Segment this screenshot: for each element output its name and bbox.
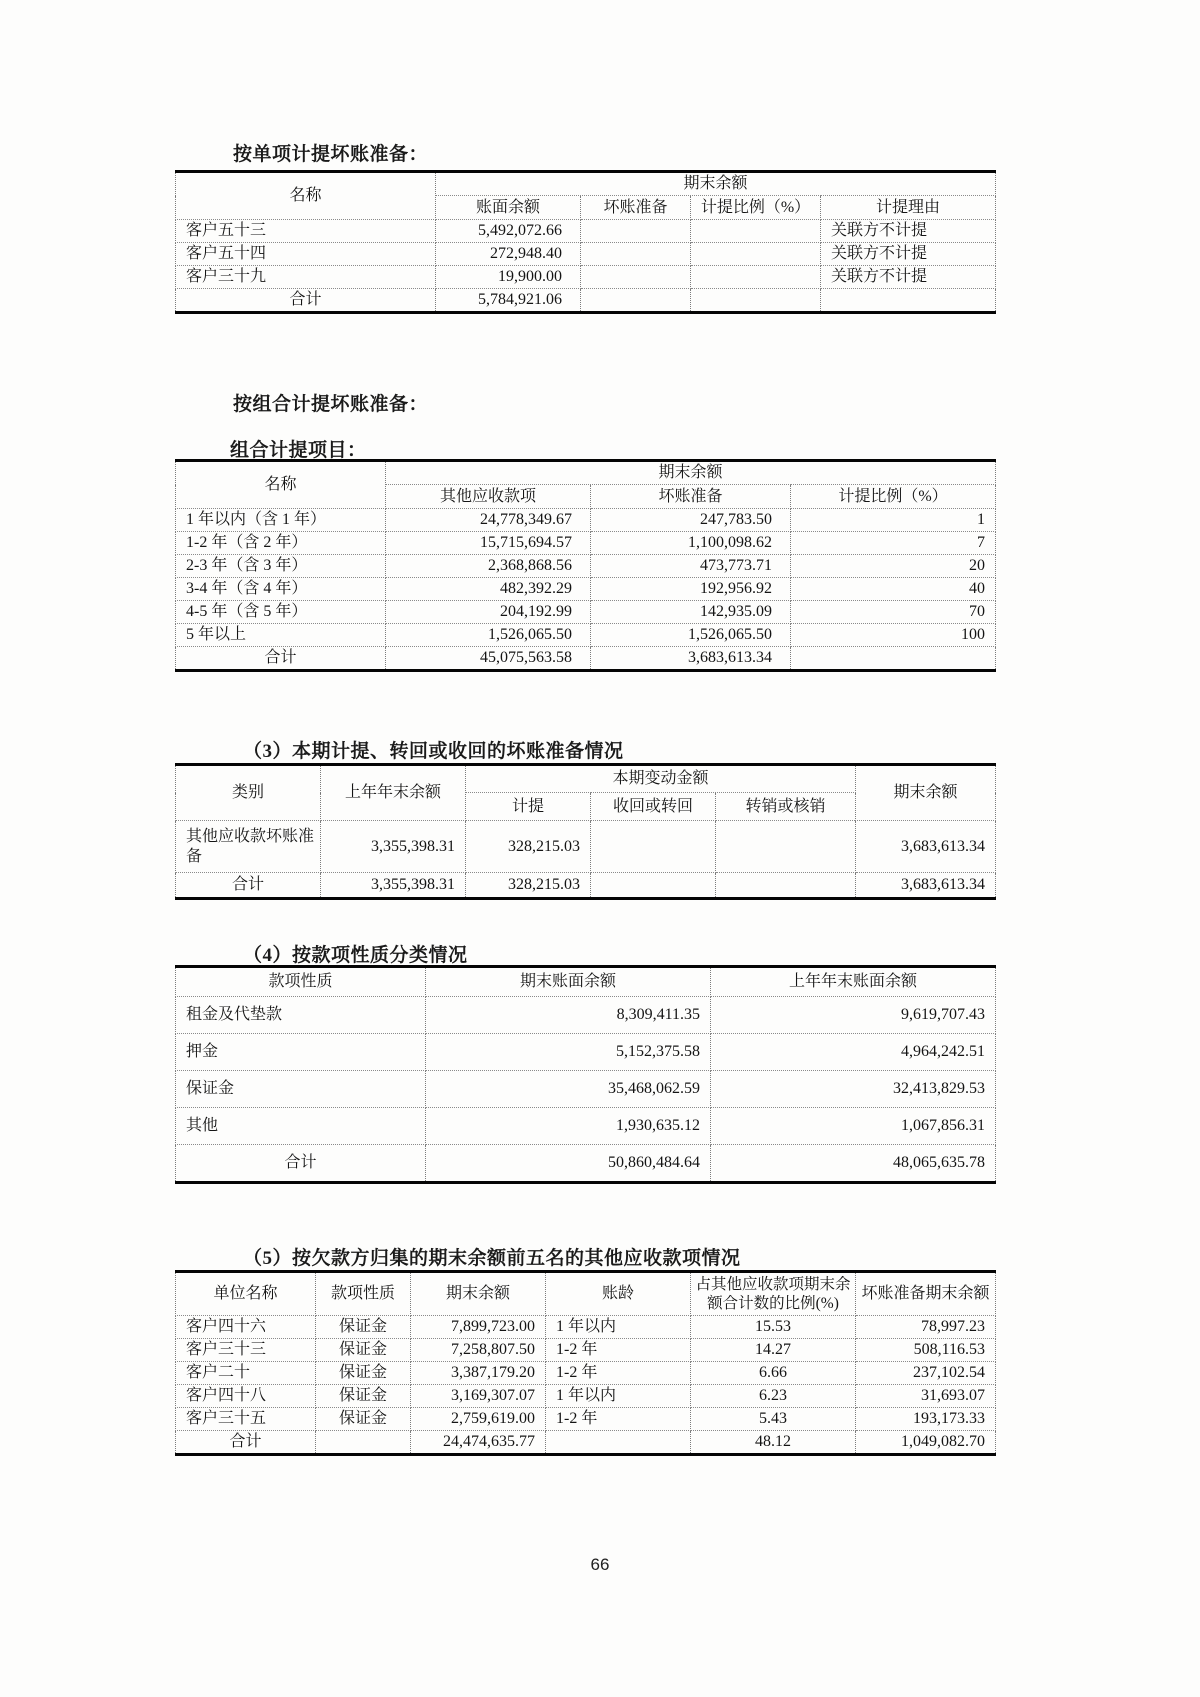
cell-value: 3,355,398.31 <box>321 821 466 873</box>
cell-aging: 1-2 年（含 2 年） <box>176 532 386 555</box>
group-header-period-change: 本期变动金额 <box>466 765 856 793</box>
cell-aging: 1 年以内 <box>546 1316 691 1339</box>
cell-value <box>821 289 996 313</box>
total-row <box>176 1145 996 1183</box>
cell-value: 3,683,613.34 <box>591 647 791 671</box>
col-header-prev-year-balance: 上年年末余额 <box>321 765 466 821</box>
cell-value <box>581 266 691 289</box>
cell-value: 15,715,694.57 <box>386 532 591 555</box>
section2-title: 按组合计提坏账准备： <box>233 394 429 415</box>
cell-aging: 2-3 年（含 3 年） <box>176 555 386 578</box>
cell-value: 3,683,613.34 <box>856 821 996 873</box>
cell-entity: 客户三十三 <box>176 1339 316 1362</box>
table-row <box>176 624 996 647</box>
cell-value: 1,526,065.50 <box>591 624 791 647</box>
table-row <box>176 509 996 532</box>
cell-aging: 1-2 年 <box>546 1339 691 1362</box>
col-header-entity-name: 单位名称 <box>176 1272 316 1316</box>
section4-title: （4）按款项性质分类情况 <box>243 945 468 966</box>
provision-movement-table <box>175 763 996 900</box>
cell-value <box>716 873 856 899</box>
cell-value: 7,258,807.50 <box>411 1339 546 1362</box>
total-row <box>176 289 996 313</box>
cell-nature: 保证金 <box>176 1071 426 1108</box>
cell-value: 482,392.29 <box>386 578 591 601</box>
cell-name: 客户五十三 <box>176 220 436 243</box>
cell-total-label: 合计 <box>176 873 321 899</box>
table-row <box>176 1316 996 1339</box>
cell-value: 2,759,619.00 <box>411 1408 546 1431</box>
cell-value: 1,100,098.62 <box>591 532 791 555</box>
cell-nature <box>316 1431 411 1455</box>
cell-entity: 客户三十五 <box>176 1408 316 1431</box>
cell-nature: 其他 <box>176 1108 426 1145</box>
cell-value <box>581 243 691 266</box>
cell-total-label: 合计 <box>176 647 386 671</box>
col-header-name: 名称 <box>176 172 436 220</box>
col-header-aging: 账龄 <box>546 1272 691 1316</box>
cell-value: 328,215.03 <box>466 873 591 899</box>
col-header-ending-book-balance: 期末账面余额 <box>426 967 711 997</box>
cell-value: 5,784,921.06 <box>436 289 581 313</box>
cell-value: 2,368,868.56 <box>386 555 591 578</box>
col-header-other-receivables: 其他应收款项 <box>386 485 591 509</box>
cell-ratio: 40 <box>791 578 996 601</box>
cell-value: 7,899,723.00 <box>411 1316 546 1339</box>
table-row <box>176 243 996 266</box>
cell-value: 1,049,082.70 <box>856 1431 996 1455</box>
cell-value: 3,169,307.07 <box>411 1385 546 1408</box>
col-header-ending-balance: 期末余额 <box>856 765 996 821</box>
cell-value <box>591 873 716 899</box>
cell-value: 272,948.40 <box>436 243 581 266</box>
cell-reason: 关联方不计提 <box>821 266 996 289</box>
cell-value <box>691 220 821 243</box>
total-row <box>176 873 996 899</box>
cell-ratio <box>791 647 996 671</box>
col-header-provision-reason: 计提理由 <box>821 196 996 220</box>
section1-title: 按单项计提坏账准备： <box>233 144 429 165</box>
cell-ratio: 6.66 <box>691 1362 856 1385</box>
table-row <box>176 997 996 1034</box>
cell-value: 24,474,635.77 <box>411 1431 546 1455</box>
total-row <box>176 1431 996 1455</box>
group-header-ending-balance: 期末余额 <box>436 172 996 196</box>
cell-value: 9,619,707.43 <box>711 997 996 1034</box>
cell-ratio: 70 <box>791 601 996 624</box>
cell-value <box>581 289 691 313</box>
nature-classification-table <box>175 965 996 1184</box>
col-header-bad-debt-provision: 坏账准备 <box>581 196 691 220</box>
col-header-provision-ending-balance: 坏账准备期末余额 <box>856 1272 996 1316</box>
cell-value: 24,778,349.67 <box>386 509 591 532</box>
cell-total-label: 合计 <box>176 1145 426 1183</box>
group-header-ending-balance: 期末余额 <box>386 461 996 485</box>
cell-aging: 1-2 年 <box>546 1362 691 1385</box>
cell-aging: 5 年以上 <box>176 624 386 647</box>
cell-value: 31,693.07 <box>856 1385 996 1408</box>
cell-nature: 保证金 <box>316 1408 411 1431</box>
cell-value <box>581 220 691 243</box>
cell-value: 328,215.03 <box>466 821 591 873</box>
cell-value: 508,116.53 <box>856 1339 996 1362</box>
cell-aging: 1 年以内（含 1 年） <box>176 509 386 532</box>
cell-value: 247,783.50 <box>591 509 791 532</box>
cell-total-label: 合计 <box>176 1431 316 1455</box>
col-header-recovered-reversed: 收回或转回 <box>591 793 716 821</box>
cell-aging <box>546 1431 691 1455</box>
cell-ratio: 20 <box>791 555 996 578</box>
col-header-nature: 款项性质 <box>316 1272 411 1316</box>
cell-ratio: 6.23 <box>691 1385 856 1408</box>
col-header-book-balance: 账面余额 <box>436 196 581 220</box>
cell-value: 1,526,065.50 <box>386 624 591 647</box>
cell-value: 19,900.00 <box>436 266 581 289</box>
col-header-provision-ratio: 计提比例（%） <box>691 196 821 220</box>
cell-value: 192,956.92 <box>591 578 791 601</box>
cell-value: 3,355,398.31 <box>321 873 466 899</box>
table-row <box>176 220 996 243</box>
portfolio-provision-table <box>175 459 996 672</box>
cell-nature: 保证金 <box>316 1339 411 1362</box>
cell-value <box>591 821 716 873</box>
cell-ratio: 15.53 <box>691 1316 856 1339</box>
cell-entity: 客户二十 <box>176 1362 316 1385</box>
table-row <box>176 601 996 624</box>
cell-value: 3,683,613.34 <box>856 873 996 899</box>
col-header-category: 类别 <box>176 765 321 821</box>
cell-ratio: 1 <box>791 509 996 532</box>
cell-ratio: 14.27 <box>691 1339 856 1362</box>
table-row <box>176 578 996 601</box>
col-header-provision-ratio: 计提比例（%） <box>791 485 996 509</box>
cell-total-label: 合计 <box>176 289 436 313</box>
table-row <box>176 532 996 555</box>
cell-value: 8,309,411.35 <box>426 997 711 1034</box>
cell-value: 142,935.09 <box>591 601 791 624</box>
section3-title: （3）本期计提、转回或收回的坏账准备情况 <box>243 741 624 762</box>
col-header-name: 名称 <box>176 461 386 509</box>
cell-value: 1,930,635.12 <box>426 1108 711 1145</box>
table-row <box>176 1408 996 1431</box>
cell-category: 其他应收款坏账准备 <box>176 821 321 873</box>
cell-value: 204,192.99 <box>386 601 591 624</box>
table-row <box>176 1108 996 1145</box>
cell-nature: 保证金 <box>316 1385 411 1408</box>
cell-entity: 客户四十八 <box>176 1385 316 1408</box>
cell-aging: 4-5 年（含 5 年） <box>176 601 386 624</box>
cell-value <box>716 821 856 873</box>
cell-value: 1,067,856.31 <box>711 1108 996 1145</box>
col-header-ending-balance: 期末余额 <box>411 1272 546 1316</box>
cell-value <box>691 289 821 313</box>
cell-name: 客户五十四 <box>176 243 436 266</box>
cell-nature: 保证金 <box>316 1316 411 1339</box>
table-row <box>176 1339 996 1362</box>
cell-nature: 保证金 <box>316 1362 411 1385</box>
total-row <box>176 647 996 671</box>
cell-value: 50,860,484.64 <box>426 1145 711 1183</box>
table-row <box>176 1385 996 1408</box>
cell-aging: 1-2 年 <box>546 1408 691 1431</box>
cell-aging: 1 年以内 <box>546 1385 691 1408</box>
cell-value: 4,964,242.51 <box>711 1034 996 1071</box>
cell-value: 3,387,179.20 <box>411 1362 546 1385</box>
cell-value: 473,773.71 <box>591 555 791 578</box>
section5-title: （5）按欠款方归集的期末余额前五名的其他应收款项情况 <box>243 1248 741 1269</box>
cell-reason: 关联方不计提 <box>821 243 996 266</box>
top-five-debtors-table <box>175 1270 996 1456</box>
cell-value: 237,102.54 <box>856 1362 996 1385</box>
cell-value: 193,173.33 <box>856 1408 996 1431</box>
cell-value: 35,468,062.59 <box>426 1071 711 1108</box>
cell-reason: 关联方不计提 <box>821 220 996 243</box>
cell-name: 客户三十九 <box>176 266 436 289</box>
table-row <box>176 1071 996 1108</box>
col-header-proportion: 占其他应收款项期末余额合计数的比例(%) <box>691 1272 856 1316</box>
cell-value: 5,152,375.58 <box>426 1034 711 1071</box>
cell-value <box>691 266 821 289</box>
col-header-nature: 款项性质 <box>176 967 426 997</box>
table-row <box>176 821 996 873</box>
page-number: 66 <box>590 1555 610 1574</box>
section2-subtitle: 组合计提项目： <box>230 440 367 461</box>
cell-nature: 租金及代垫款 <box>176 997 426 1034</box>
cell-value: 78,997.23 <box>856 1316 996 1339</box>
cell-value <box>691 243 821 266</box>
table-row <box>176 555 996 578</box>
table-row <box>176 1362 996 1385</box>
cell-ratio: 5.43 <box>691 1408 856 1431</box>
cell-entity: 客户四十六 <box>176 1316 316 1339</box>
table-row <box>176 1034 996 1071</box>
cell-aging: 3-4 年（含 4 年） <box>176 578 386 601</box>
cell-value: 5,492,072.66 <box>436 220 581 243</box>
cell-ratio: 48.12 <box>691 1431 856 1455</box>
cell-nature: 押金 <box>176 1034 426 1071</box>
col-header-prev-year-book-balance: 上年年末账面余额 <box>711 967 996 997</box>
col-header-written-off: 转销或核销 <box>716 793 856 821</box>
individual-provision-table <box>175 170 996 314</box>
cell-ratio: 7 <box>791 532 996 555</box>
table-row <box>176 266 996 289</box>
cell-ratio: 100 <box>791 624 996 647</box>
col-header-bad-debt-provision: 坏账准备 <box>591 485 791 509</box>
cell-value: 32,413,829.53 <box>711 1071 996 1108</box>
cell-value: 45,075,563.58 <box>386 647 591 671</box>
cell-value: 48,065,635.78 <box>711 1145 996 1183</box>
col-header-accrued: 计提 <box>466 793 591 821</box>
